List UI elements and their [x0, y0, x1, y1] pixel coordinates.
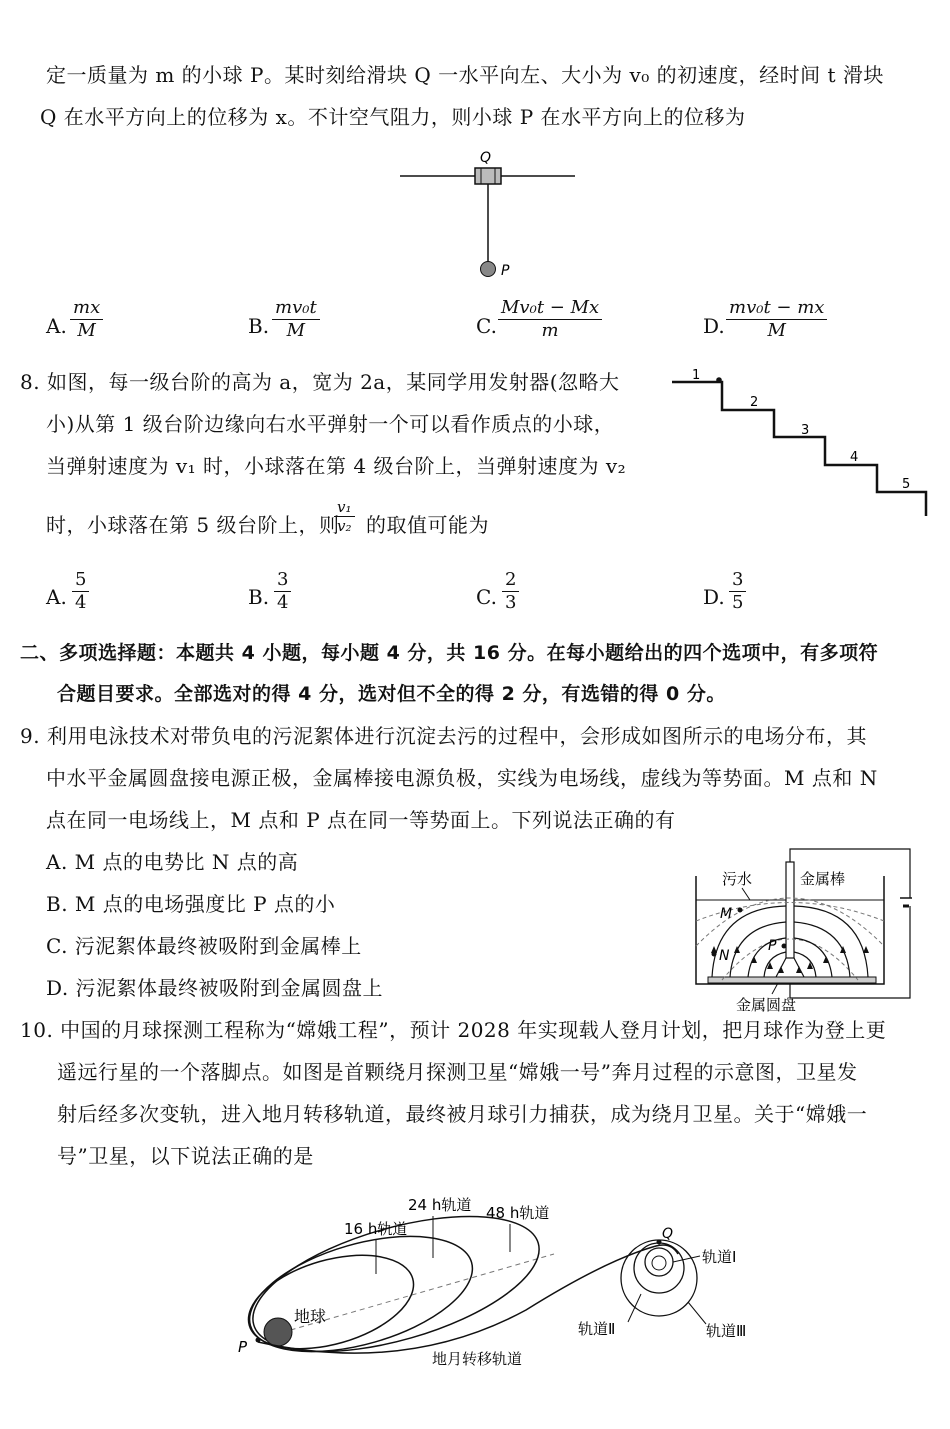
svg-text:16 h轨道: 16 h轨道: [344, 1220, 408, 1238]
q7-option-c-label: C.: [476, 314, 497, 338]
svg-text:金属棒: 金属棒: [800, 870, 846, 888]
svg-text:Q: Q: [662, 1226, 674, 1242]
q8-option-b: $\frac{3}{4}$: [274, 569, 291, 614]
label-p: P: [501, 263, 510, 279]
q8-stem-line3: 当弹射速度为 v₁ 时，小球落在第 4 级台阶上，当弹射速度为 v₂: [46, 454, 627, 478]
q9-option-a: A. M 点的电势比 N 点的高: [46, 850, 299, 874]
svg-text:P: P: [768, 938, 777, 954]
moon: [652, 1256, 666, 1270]
ball-p: [481, 262, 496, 277]
step-5: 5: [902, 477, 911, 492]
q7-stem-line1: 定一质量为 m 的小球 P。某时刻给滑块 Q 一水平向左、大小为 v₀ 的初速度，经时间 t 滑块: [46, 63, 884, 87]
q9-stem-line2: 中水平金属圆盘接电源正极，金属棒接电源负极，实线为电场线，虚线为等势面。M 点和 N: [46, 766, 878, 790]
svg-text:P: P: [238, 1338, 248, 1356]
q10-stem-line3: 射后经多次变轨，进入地月转移轨道，最终被月球引力捕获，成为绕月卫星。关于“嫦娥一: [57, 1102, 868, 1126]
q7-option-a: $\frac{mx}{M}$: [70, 297, 103, 342]
q8-stem-line2: 小)从第 1 级台阶边缘向右水平弹射一个可以看作质点的小球，: [46, 412, 615, 436]
metal-rod: [786, 862, 794, 958]
point-q: [657, 1240, 662, 1245]
slider-q: [475, 168, 501, 184]
svg-text:地月转移轨道: 地月转移轨道: [432, 1350, 523, 1368]
q9-option-d: D. 污泥絮体最终被吸附到金属圆盘上: [46, 976, 384, 1000]
svg-text:M: M: [720, 906, 733, 922]
q8-option-d-label: D.: [703, 585, 725, 609]
q7-option-d: $\frac{\text{mv₀t − mx}}{M}$: [726, 297, 827, 342]
q7-figure: [395, 145, 580, 280]
q8-option-a-label: A.: [46, 585, 67, 609]
svg-text:轨道Ⅱ: 轨道Ⅱ: [578, 1320, 616, 1338]
svg-text:48 h轨道: 48 h轨道: [486, 1204, 550, 1222]
q10-stem-line2: 遥远行星的一个落脚点。如图是首颗绕月探测卫星“嫦娥一号”奔月过程的示意图，卫星发: [57, 1060, 858, 1084]
q9-stem-line3: 点在同一电场线上，M 点和 P 点在同一等势面上。下列说法正确的有: [46, 808, 676, 832]
q9-stem-line1: 9. 利用电泳技术对带负电的污泥絮体进行沉淀去污的过程中，会形成如图所示的电场分布，其: [20, 724, 867, 748]
q8-option-a: $\frac{5}{4}$: [72, 569, 89, 614]
q9-electrophoresis-figure: [692, 846, 914, 1016]
q8-stem-line4a: 时，小球落在第 5 级台阶上，则: [46, 513, 340, 537]
q8-ratio: $\frac{\text{v₁}}{\text{v₂}}$: [334, 498, 355, 535]
svg-text:N: N: [719, 948, 730, 964]
launch-point: [716, 377, 722, 383]
q10-stem-line4: 号”卫星，以下说法正确的是: [57, 1144, 314, 1168]
step-3: 3: [801, 423, 810, 438]
svg-text:污水: 污水: [722, 870, 753, 888]
svg-text:轨道Ⅲ: 轨道Ⅲ: [706, 1322, 747, 1340]
section2-heading-line1: 二、多项选择题：本题共 4 小题，每小题 4 分，共 16 分。在每小题给出的四个选项中，有多项符: [20, 642, 879, 664]
q8-stem-line1: 8. 如图，每一级台阶的高为 a，宽为 2a，某同学用发射器(忽略大: [20, 370, 620, 394]
q8-option-d: $\frac{3}{5}$: [729, 569, 746, 614]
point-p: [782, 944, 787, 949]
q7-option-a-label: A.: [46, 314, 67, 338]
section2-heading-line2: 合题目要求。全部选对的得 4 分，选对但不全的得 2 分，有选错的得 0 分。: [57, 683, 726, 705]
q8-option-c-label: C.: [476, 585, 497, 609]
step-1: 1: [692, 368, 701, 383]
q9-option-b: B. M 点的电场强度比 P 点的小: [46, 892, 336, 916]
point-n: [712, 952, 717, 957]
q8-option-c: $\frac{2}{3}$: [502, 569, 519, 614]
q8-option-b-label: B.: [248, 585, 270, 609]
q10-stem-line1: 10. 中国的月球探测工程称为“嫦娥工程”，预计 2028 年实现载人登月计划，把月球作为登上更: [20, 1018, 887, 1042]
step-2: 2: [750, 395, 759, 410]
point-m: [738, 908, 743, 913]
q8-stem-line4b: 的取值可能为: [366, 513, 489, 537]
svg-text:轨道Ⅰ: 轨道Ⅰ: [702, 1248, 737, 1266]
q7-option-b-label: B.: [248, 314, 270, 338]
q7-option-c: $\frac{\text{Mv₀t − Mx}}{m}$: [498, 297, 602, 342]
metal-disk: [708, 977, 876, 983]
svg-text:金属圆盘: 金属圆盘: [736, 996, 797, 1014]
svg-text:24 h轨道: 24 h轨道: [408, 1196, 472, 1214]
svg-text:地球: 地球: [294, 1307, 327, 1326]
q7-option-d-label: D.: [703, 314, 725, 338]
q7-option-b: $\frac{\text{mv₀t}}{M}$: [272, 297, 320, 342]
q7-stem-line2: Q 在水平方向上的位移为 x。不计空气阻力，则小球 P 在水平方向上的位移为: [40, 105, 746, 129]
step-4: 4: [850, 450, 859, 465]
q9-option-c: C. 污泥絮体最终被吸附到金属棒上: [46, 934, 362, 958]
earth: [264, 1318, 292, 1346]
label-q: Q: [480, 150, 492, 166]
q10-orbit-figure: [236, 1190, 776, 1368]
q8-staircase-figure: [668, 366, 938, 521]
